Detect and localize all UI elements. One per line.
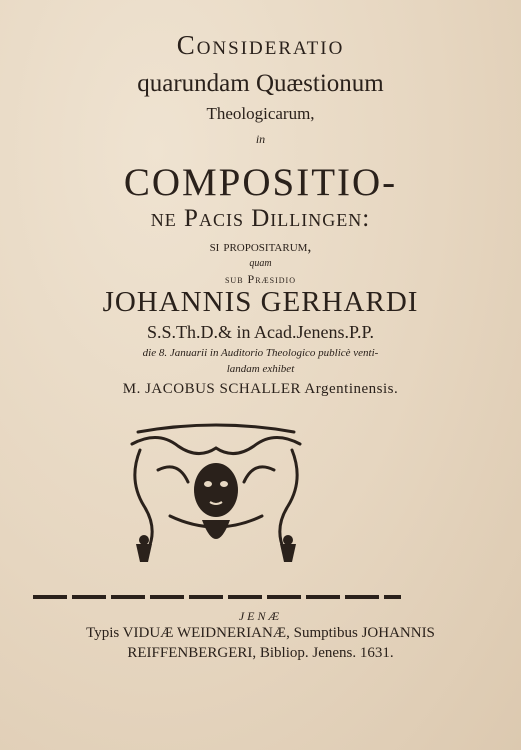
imprint-place: JENÆ xyxy=(238,609,283,623)
imprint-line-1: Typis VIDUÆ WEIDNERIANÆ, Sumptibus JOHANNIS xyxy=(86,625,435,641)
title-line-3: Theologicarum, xyxy=(206,104,315,123)
respondent-name: M. JACOBUS SCHALLER Argentinensis. xyxy=(122,381,399,397)
disputation-date-line-2: landam exhibet xyxy=(226,363,295,375)
ornament-mask-icon xyxy=(118,420,314,570)
dashed-rule xyxy=(33,594,401,600)
title-line-5: COMPOSITIO- xyxy=(123,161,398,204)
title-line-2: quarundam Quæstionum xyxy=(137,70,384,97)
praeses-title: S.S.Th.D.& in Acad.Jenens.P.P. xyxy=(146,322,375,342)
title-line-9: sub Præsidio xyxy=(224,272,297,286)
praeses-name: JOHANNIS GERHARDI xyxy=(102,286,419,318)
imprint-line-2: REIFFENBERGERI, Bibliop. Jenens. 1631. xyxy=(127,645,394,661)
disputation-date-line: die 8. Januarii in Auditorio Theologico publicè venti- xyxy=(142,347,379,359)
title-line-7: si propositarum, xyxy=(209,238,312,255)
title-line-8: quam xyxy=(249,258,272,269)
title-line-1: Consideratio xyxy=(176,30,345,60)
title-line-6: ne Pacis Dillingen: xyxy=(150,205,371,232)
title-line-4: in xyxy=(255,132,266,146)
